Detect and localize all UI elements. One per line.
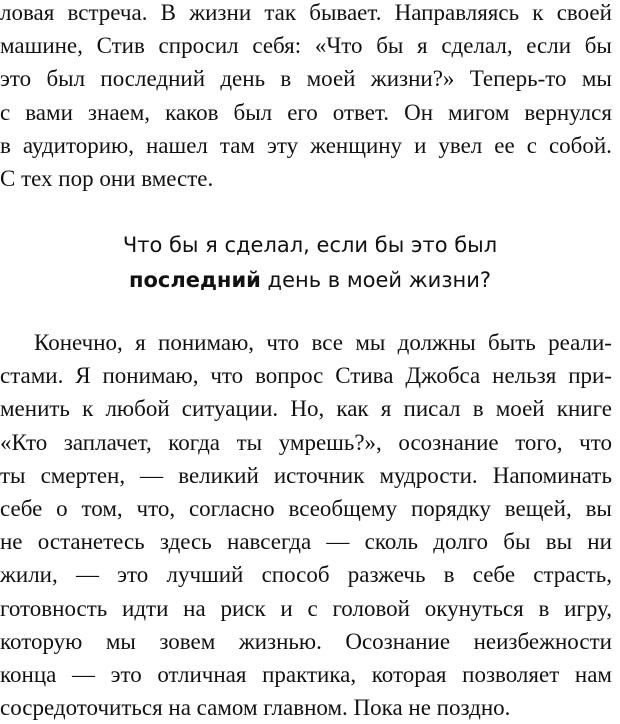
text-line: готовность идти на риск и с головой окунуться в игру, — [0, 595, 612, 621]
text-line: в аудиторию, нашел там эту женщину и увел ее с собой. — [0, 132, 612, 158]
text-line: менить к любой ситуации. Но, как я писал в моей книге — [0, 396, 612, 422]
text-line: с вами знаем, каков был его ответ. Он мигом вернулся — [0, 99, 612, 125]
text-line: С тех пор они вместе. — [0, 165, 214, 191]
heading-line-2-rest: день в моей жизни? — [260, 268, 492, 292]
text-line: «Кто заплачет, когда ты умрешь?», осознание того, что — [0, 429, 612, 455]
text-line: стами. Я понимаю, что вопрос Стива Джобса нельзя при- — [0, 363, 612, 389]
text-line: Конечно, я понимаю, что все мы должны быть реали- — [34, 330, 612, 355]
text-line: ты смертен, — великий источник мудрости. Напоминать — [0, 462, 612, 488]
heading-line-2 — [0, 263, 620, 298]
heading-emphasis: последний — [128, 268, 261, 292]
text-line: ловая встреча. В жизни так бывает. Направляясь к своей — [0, 0, 612, 25]
heading-line-1: Что бы я сделал, если бы это был — [122, 233, 498, 257]
text-line: которую мы зовем жизнью. Осознание неизбежности — [0, 628, 612, 654]
text-line: сосредоточиться на самом главном. Пока не поздно. — [0, 695, 511, 721]
text-line: конца — это отличная практика, которая позволяет нам — [0, 661, 612, 687]
section-heading — [0, 228, 620, 298]
text-line: машине, Стив спросил себя: «Что бы я сделал, если бы — [0, 33, 612, 59]
text-line: жили, — это лучший способ разжечь в себе страсть, — [0, 562, 612, 588]
text-line: это был последний день в моей жизни?» Теперь-то мы — [0, 66, 612, 92]
paragraph-bottom — [0, 326, 612, 724]
text-line: себе о том, что, согласно всеобщему порядку вещей, вы — [0, 495, 612, 521]
text-line: не останетесь здесь навсегда — сколь долго бы вы ни — [0, 529, 612, 555]
paragraph-top — [0, 0, 612, 195]
